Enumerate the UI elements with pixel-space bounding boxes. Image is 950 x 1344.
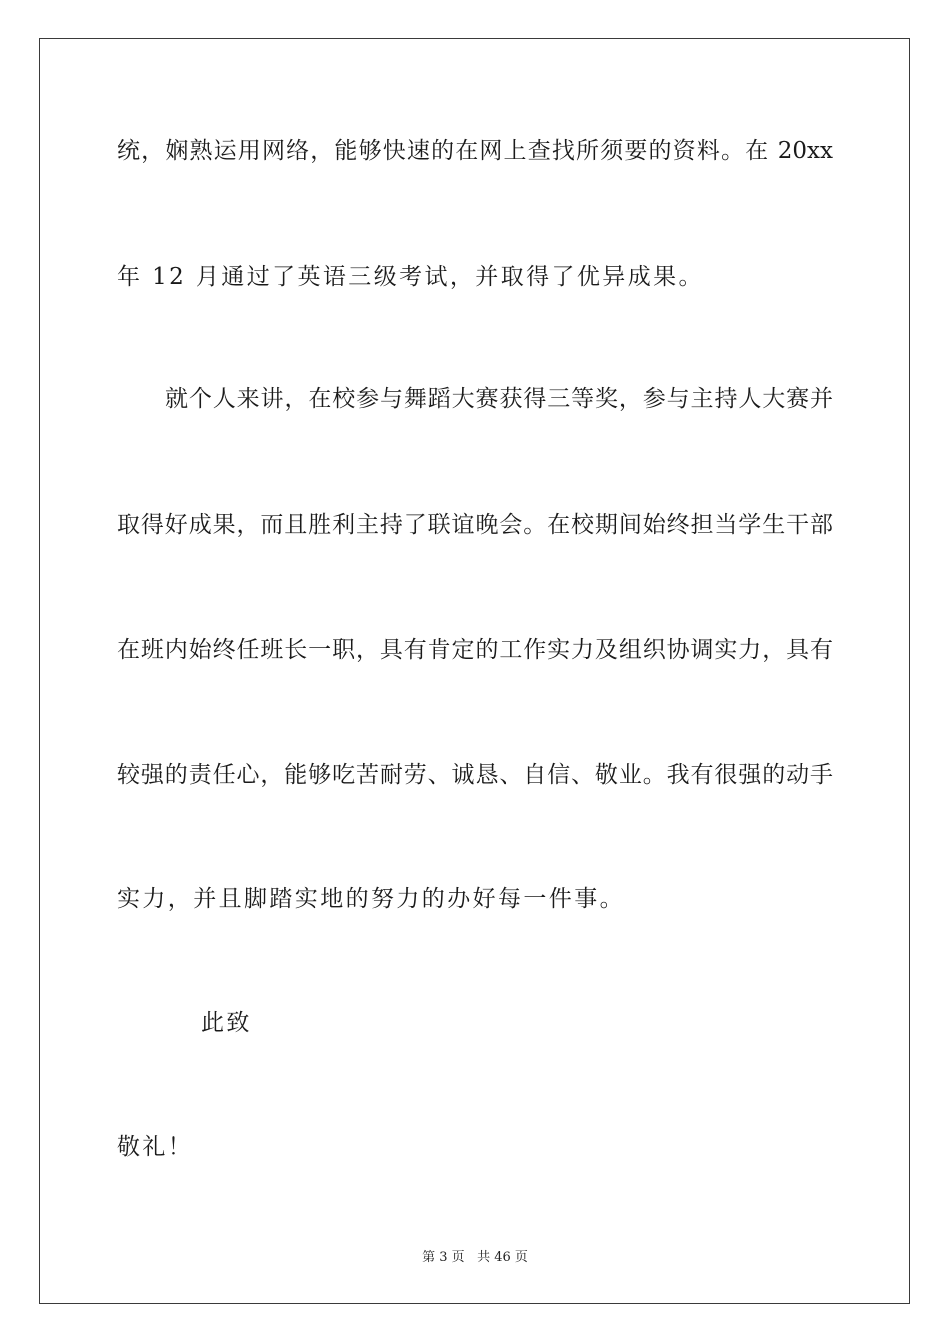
paragraph-2-line-1: 就个人来讲，在校参与舞蹈大赛获得三等奖，参与主持人大赛并	[165, 386, 833, 412]
page-number: 第 3 页	[422, 1250, 465, 1265]
closing-salutation: 此致	[201, 1010, 252, 1036]
paragraph-2-line-5: 实力，并且脚踏实地的努力的办好每一件事。	[117, 886, 625, 912]
paragraph-2-line-2: 取得好成果，而且胜利主持了联谊晚会。在校期间始终担当学生干部	[117, 512, 833, 538]
page-total: 共 46 页	[477, 1250, 528, 1265]
paragraph-2-line-3: 在班内始终任班长一职，具有肯定的工作实力及组织协调实力，具有	[117, 637, 833, 663]
closing-respect: 敬礼！	[117, 1134, 194, 1160]
page-border	[39, 38, 910, 1304]
page-footer	[0, 1249, 950, 1267]
paragraph-2-line-4: 较强的责任心，能够吃苦耐劳、诚恳、自信、敬业。我有很强的动手	[117, 762, 833, 788]
body-line-1: 统，娴熟运用网络，能够快速的在网上查找所须要的资料。在 20xx	[117, 138, 833, 164]
body-line-2: 年 12 月通过了英语三级考试，并取得了优异成果。	[117, 264, 704, 290]
